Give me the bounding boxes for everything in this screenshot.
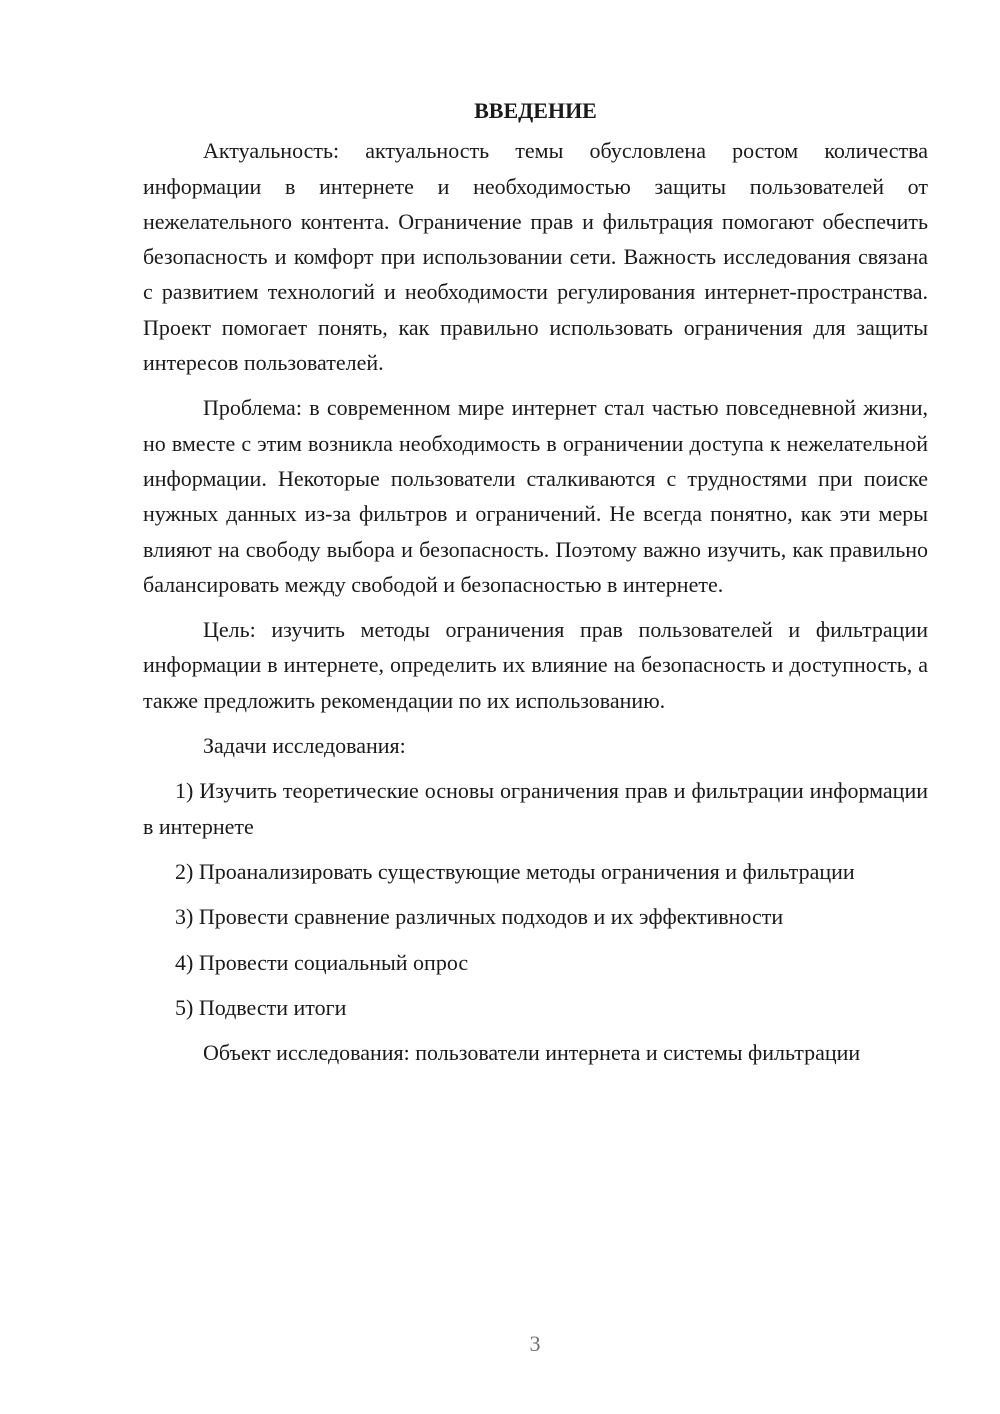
- relevance-paragraph: Актуальность: актуальность темы обусловлена ростом количества информации в интернете и необходимостью защиты пользователей от нежелательного контента. Ограничение прав и фильтрация помогают обеспечить безопасность и комфорт при использовании сети. Важность исследования связана с развитием технологий и необходимости регулирования интернет-пространства. Проект помогает понять, как правильно использовать ограничения для защиты интересов пользователей.: [143, 138, 928, 376]
- page-number: 3: [529, 1331, 541, 1356]
- task-item-5: 5) Подвести итоги: [175, 994, 347, 1020]
- tasks-intro: Задачи исследования:: [203, 733, 406, 759]
- task-item-2: 2) Проанализировать существующие методы ограничения и фильтрации: [175, 858, 855, 884]
- object-paragraph: Объект исследования: пользователи интернета и системы фильтрации: [203, 1040, 861, 1066]
- section-heading: ВВЕДЕНИЕ: [474, 98, 597, 123]
- document-page: [143, 93, 928, 1080]
- problem-paragraph: Проблема: в современном мире интернет стал частью повседневной жизни, но вместе с этим возникла необходимость в ограничении доступа к нежелательной информации. Некоторые пользователи сталкиваются с трудностями при поиске нужных данных из-за фильтров и ограничений. Не всегда понятно, как эти меры влияют на свободу выбора и безопасность. Поэтому важно изучить, как правильно балансировать между свободой и безопасностью в интернете.: [143, 395, 928, 597]
- task-item-4: 4) Провести социальный опрос: [175, 949, 469, 975]
- task-item-3: 3) Провести сравнение различных подходов и их эффективности: [175, 904, 784, 930]
- goal-paragraph: Цель: изучить методы ограничения прав пользователей и фильтрации информации в интернете, определить их влияние на безопасность и доступность, а также предложить рекомендации по их использованию.: [143, 617, 928, 713]
- task-item-1: 1) Изучить теоретические основы ограничения прав и фильтрации информации в интернете: [143, 778, 928, 839]
